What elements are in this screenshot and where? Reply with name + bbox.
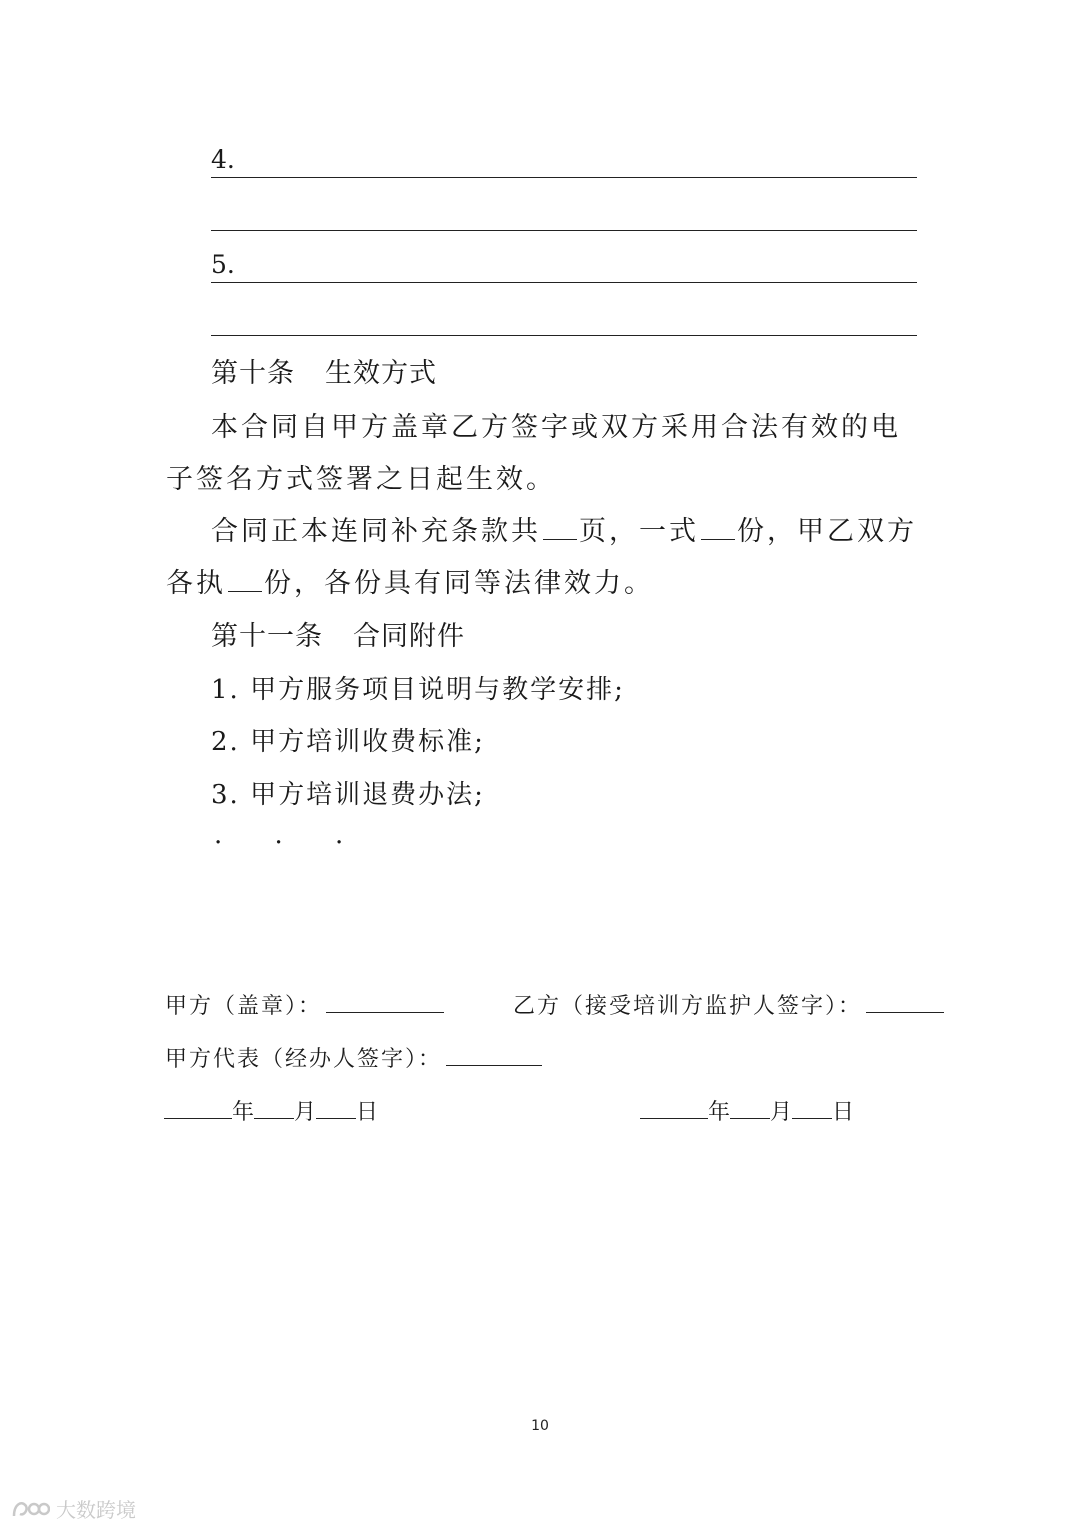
day-label: 日	[356, 1100, 379, 1125]
watermark-logo-icon	[10, 1496, 50, 1522]
watermark	[10, 1494, 136, 1523]
party-b-signature-line	[866, 990, 944, 1013]
party-b-signature	[513, 990, 944, 1022]
day-blank	[792, 1096, 832, 1119]
day-label: 日	[832, 1100, 855, 1125]
attachment-item: 3. 甲方培训退费办法;	[211, 780, 485, 810]
party-a-seal	[165, 990, 444, 1022]
month-label: 月	[294, 1100, 317, 1125]
party-a-date	[164, 1096, 378, 1128]
item-5-number: 5.	[211, 250, 235, 279]
item-4-number: 4.	[211, 145, 235, 174]
page-number: 10	[531, 1418, 549, 1434]
year-label: 年	[232, 1100, 255, 1125]
article-11-heading	[211, 620, 465, 654]
article-10-title: 生效方式	[325, 358, 437, 389]
year-blank	[164, 1096, 232, 1119]
attachment-item: 1. 甲方服务项目说明与教学安排;	[211, 675, 625, 705]
paragraph-2-part-c: 份，甲乙双方各执	[166, 516, 917, 599]
copies-blank	[701, 513, 735, 540]
party-a-representative	[165, 1043, 542, 1075]
day-blank	[316, 1096, 356, 1119]
fill-line-5-continued	[211, 285, 917, 336]
month-label: 月	[770, 1100, 793, 1125]
each-copies-blank	[228, 565, 262, 592]
article-11-number: 第十一条	[211, 621, 323, 652]
article-10-paragraph-2	[166, 506, 926, 610]
attachment-item: 2. 甲方培训收费标准;	[211, 727, 485, 757]
article-10-number: 第十条	[211, 358, 295, 389]
party-a-rep-label: 甲方代表（经办人签字）：	[165, 1047, 443, 1072]
month-blank	[730, 1096, 770, 1119]
article-10-heading	[211, 357, 437, 391]
month-blank	[254, 1096, 294, 1119]
article-10-paragraph-1: 本合同自甲方盖章乙方签字或双方采用合法有效的电子签名方式签署之日起生效。	[166, 412, 901, 495]
article-11-title: 合同附件	[353, 621, 465, 652]
party-b-date	[640, 1096, 854, 1128]
year-blank	[640, 1096, 708, 1119]
watermark-text: 大数跨境	[56, 1498, 136, 1522]
party-a-label: 甲方（盖章）：	[165, 994, 323, 1019]
year-label: 年	[708, 1100, 731, 1125]
fill-line-5	[211, 232, 917, 283]
fill-line-4-continued	[211, 180, 917, 231]
party-b-label: 乙方（接受培训方监护人签字）：	[513, 994, 863, 1019]
paragraph-2-part-a: 合同正本连同补充条款共	[211, 516, 541, 547]
party-a-rep-line	[446, 1043, 542, 1066]
pages-blank	[543, 513, 577, 540]
party-a-seal-line	[326, 990, 444, 1013]
paragraph-2-part-d: 份，各份具有同等法律效力。	[264, 568, 654, 599]
ellipsis: · · ·	[214, 828, 366, 858]
paragraph-2-part-b: 页，一式	[579, 516, 699, 547]
fill-line-4	[211, 127, 917, 178]
